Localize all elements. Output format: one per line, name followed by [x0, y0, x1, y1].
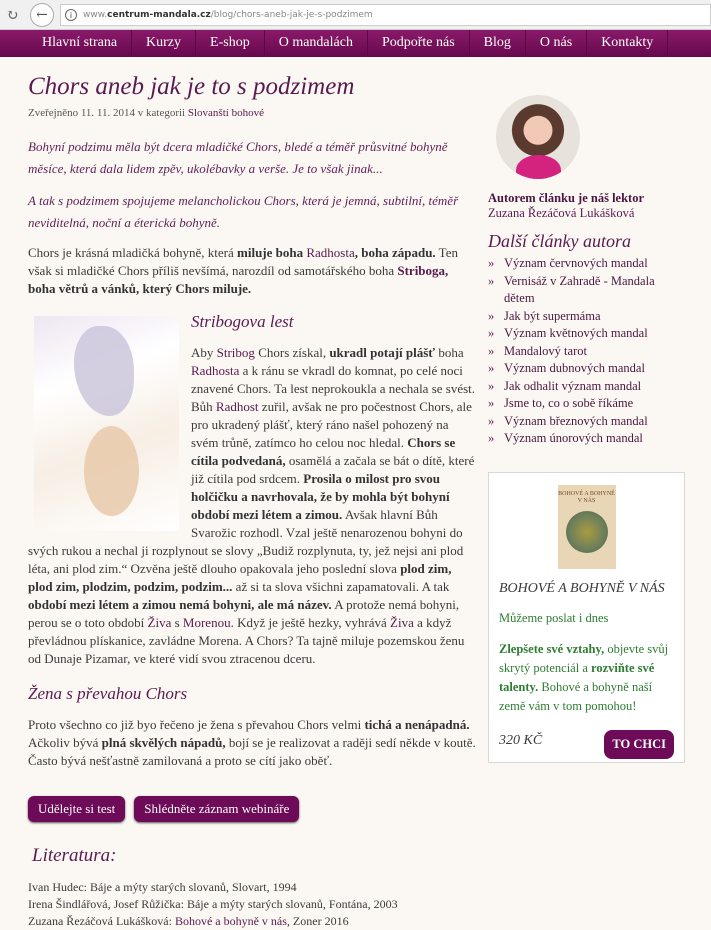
- text-segment: až si ta slova všichni zapamatovali. A tak: [232, 579, 450, 594]
- emphasized-text: rozviňte své talenty.: [499, 661, 655, 694]
- emphasized-text: ukradl potají plášť: [329, 345, 436, 360]
- text-segment: Proto všechno co již byo řečeno je žena s převahou Chors velmi: [28, 717, 365, 732]
- emphasized-text: období mezi létem a zimou nemá bohyni, ale má název.: [28, 597, 332, 612]
- category-link[interactable]: Slovanští bohové: [187, 107, 264, 119]
- article-link[interactable]: » Mandalový tarot: [488, 343, 688, 361]
- text-segment: Aby: [191, 345, 217, 360]
- emphasized-text: , boha větrů a vánků, který Chors miluje.: [28, 263, 449, 296]
- inline-link[interactable]: Striboga: [397, 263, 446, 278]
- book-price[interactable]: 320 KČ: [499, 732, 543, 748]
- inline-link[interactable]: Živa: [390, 615, 414, 630]
- address-bar[interactable]: [60, 4, 711, 26]
- article-link[interactable]: » Jsme to, co o sobě říkáme: [488, 395, 688, 413]
- text-segment: osamělá a začala se bát o dítě, které již cítila pod srdcem.: [191, 453, 475, 486]
- nav-contacts[interactable]: Kontakty: [587, 30, 668, 57]
- text-segment: Chors je krásná mladičká bohyně, která: [28, 245, 238, 260]
- article-link[interactable]: » Význam březnových mandal: [488, 413, 688, 431]
- text-segment: a k ránu se vkradl do komnat, po celé noci znavené Chors. Ta lest neprokoukla a nechala se svést. Bůh: [191, 363, 476, 414]
- reference-publisher: Zoner 2016: [289, 914, 349, 928]
- emphasized-text: tichá a nenápadná.: [364, 717, 470, 732]
- take-test-button[interactable]: Udělejte si test: [28, 796, 125, 822]
- intro-paragraph: [28, 244, 476, 298]
- article-link[interactable]: » Význam dubnových mandal: [488, 360, 688, 378]
- shipping-note: Můžeme poslat i dnes: [499, 611, 609, 625]
- inline-link[interactable]: Radhost: [215, 399, 259, 414]
- url-prefix: www.: [83, 9, 108, 20]
- info-icon[interactable]: i: [65, 9, 77, 21]
- article-link[interactable]: » Jak být supermáma: [488, 308, 688, 326]
- lead-paragraph: A tak s podzimem spojujeme melancholickou Chors, která je jemná, subtilní, téměř neviditelná, noční a éterická bohyně.: [28, 193, 459, 230]
- text-segment: Avšak hlavní Bůh Svarožic rozhodl. Vzal ještě nenarozenou bohyni do svých rukou a nechal ji rozplynout se slovy „Budiž rozplynuta, ty, jež nejsi ani plod léta, ani plod zim.“ Ozvěna ještě dlouho opakovala jeho poslední slova: [28, 507, 464, 576]
- nav-home[interactable]: Hlavní strana: [28, 30, 132, 57]
- url-domain: centrum-mandala.cz: [107, 9, 211, 20]
- text-segment: boha: [435, 345, 464, 360]
- text-segment: A protože nemá bohyni, perou se o toto období: [28, 597, 460, 630]
- author-link[interactable]: Zuzana Řezáčová Lukášková: [488, 206, 635, 220]
- browser-toolbar: [0, 0, 711, 30]
- article: [28, 72, 476, 930]
- text-segment: bojí se je realizovat a raději sedí někde v koutě. Často bývá nešťastně zamilovaná a proto se cítí jako oběť.: [28, 735, 476, 768]
- text-segment: Ačkoliv bývá: [28, 735, 102, 750]
- text-segment: s: [171, 615, 183, 630]
- text-segment: Ten však si mladičké Chors příliš nevšímá, narozdíl od samotářského boha: [28, 245, 458, 278]
- book-cover-title: BOHOVÉ A BOHYNĚ V NÁS: [558, 491, 615, 504]
- book-link[interactable]: Bohové a bohyně v nás,: [174, 914, 290, 928]
- reference-author: Zuzana Řezáčová Lukášková:: [28, 914, 175, 928]
- sidebar: [488, 95, 688, 448]
- article-link[interactable]: » Význam květnových mandal: [488, 325, 688, 343]
- inline-link[interactable]: Morenou: [182, 615, 231, 630]
- buy-button[interactable]: TO CHCI: [604, 730, 674, 759]
- page-title: Chors aneb jak je to s podzimem: [28, 73, 355, 100]
- book-description: [499, 640, 674, 716]
- nav-courses[interactable]: Kurzy: [132, 30, 196, 57]
- section-heading: Žena s převahou Chors: [28, 684, 188, 703]
- reference-item: Irena Šindlářová, Josef Růžička: Báje a mýty starých slovanů, Fontána, 2003: [28, 897, 398, 911]
- emphasized-text: miluje boha: [237, 245, 307, 260]
- text-segment: a když převládnou plískanice, zavládne Morena. A Chors? Ta tajně miluje pozemskou ženu od Dunaje Pizamar, ve které vidí svou ztracenou dceru.: [28, 615, 465, 666]
- more-articles-list: [488, 255, 688, 448]
- back-button[interactable]: ←: [30, 3, 54, 27]
- book-promo: [488, 472, 685, 763]
- reference-item: [28, 913, 476, 930]
- book-cover[interactable]: [558, 485, 616, 569]
- article-link[interactable]: » Jak odhalit význam mandal: [488, 378, 688, 396]
- nav-blog[interactable]: Blog: [470, 30, 526, 57]
- article-link[interactable]: » Význam únorových mandal: [488, 430, 688, 448]
- nav-support[interactable]: Podpořte nás: [368, 30, 470, 57]
- section-heading: Stribogova lest: [191, 312, 294, 331]
- main-nav: [0, 30, 711, 57]
- literature-list: [28, 879, 476, 930]
- watch-webinar-button[interactable]: Shlédněte záznam webináře: [134, 796, 299, 822]
- text-segment: Bohové a bohyně naší země vám v tom pomohou!: [499, 680, 653, 713]
- reference-item: Ivan Hudec: Báje a mýty starých slovanů, Slovart, 1994: [28, 880, 297, 894]
- text-segment: objevte svůj skrytý potenciál a: [499, 642, 669, 675]
- emphasized-text: , boha západu.: [354, 245, 436, 260]
- reload-icon[interactable]: ↻: [6, 5, 19, 24]
- book-title-link[interactable]: BOHOVÉ A BOHYNĚ V NÁS: [499, 581, 665, 596]
- author-avatar: [496, 95, 580, 179]
- article-link[interactable]: » Význam červnových mandal: [488, 255, 688, 273]
- emphasized-text: Zlepšete své vztahy,: [499, 642, 605, 656]
- article-link[interactable]: » Vernisáž v Zahradě - Mandala dětem: [488, 273, 688, 308]
- text-segment: . Když je ještě hezky, vyhrává: [230, 615, 391, 630]
- nav-eshop[interactable]: E-shop: [196, 30, 265, 57]
- more-articles-heading: Další články autora: [488, 231, 631, 251]
- inline-link[interactable]: Stribog: [216, 345, 255, 360]
- emphasized-text: plod zim, plod zim, plodzim, podzim, podzim...: [28, 561, 452, 594]
- article-meta: [28, 104, 476, 122]
- literature-heading: Literatura:: [32, 845, 117, 866]
- text-segment: zuřil, avšak ne pro počestnost Chors, ale pro ukradený plášť, který ráno našel pohozený na svém trůně, zatímco ho celou noc hledal.: [191, 399, 472, 450]
- lead-paragraph: Bohyní podzimu měla být dcera mladičké Chors, bledé a téměř průsvitné bohyně měsíce, která dala lidem zpěv, ukolébavky a verše. Je to však jinak...: [28, 139, 448, 176]
- inline-link[interactable]: Radhosta: [191, 363, 240, 378]
- nav-about-mandalas[interactable]: O mandalách: [265, 30, 368, 57]
- trait-paragraph: [28, 716, 476, 770]
- text-segment: Chors získal,: [254, 345, 330, 360]
- emphasized-text: plná skvělých nápadů,: [101, 735, 226, 750]
- inline-link[interactable]: Živa: [147, 615, 172, 630]
- author-label: Autorem článku je náš lektor: [488, 191, 645, 205]
- goddess-illustration: [34, 316, 179, 531]
- inline-link[interactable]: Radhosta: [306, 245, 355, 260]
- emphasized-text: Chors se cítila podvedaná,: [191, 435, 456, 468]
- emphasized-text: Prosila o milost pro svou holčičku a navrhovala, že by mohla být bohyní období mezi létem a zimou.: [191, 471, 450, 522]
- publish-info: Zveřejněno 11. 11. 2014 v kategorii: [28, 107, 188, 119]
- nav-about-us[interactable]: O nás: [526, 30, 587, 57]
- url-path: /blog/chors-aneb-jak-je-s-podzimem: [210, 9, 373, 20]
